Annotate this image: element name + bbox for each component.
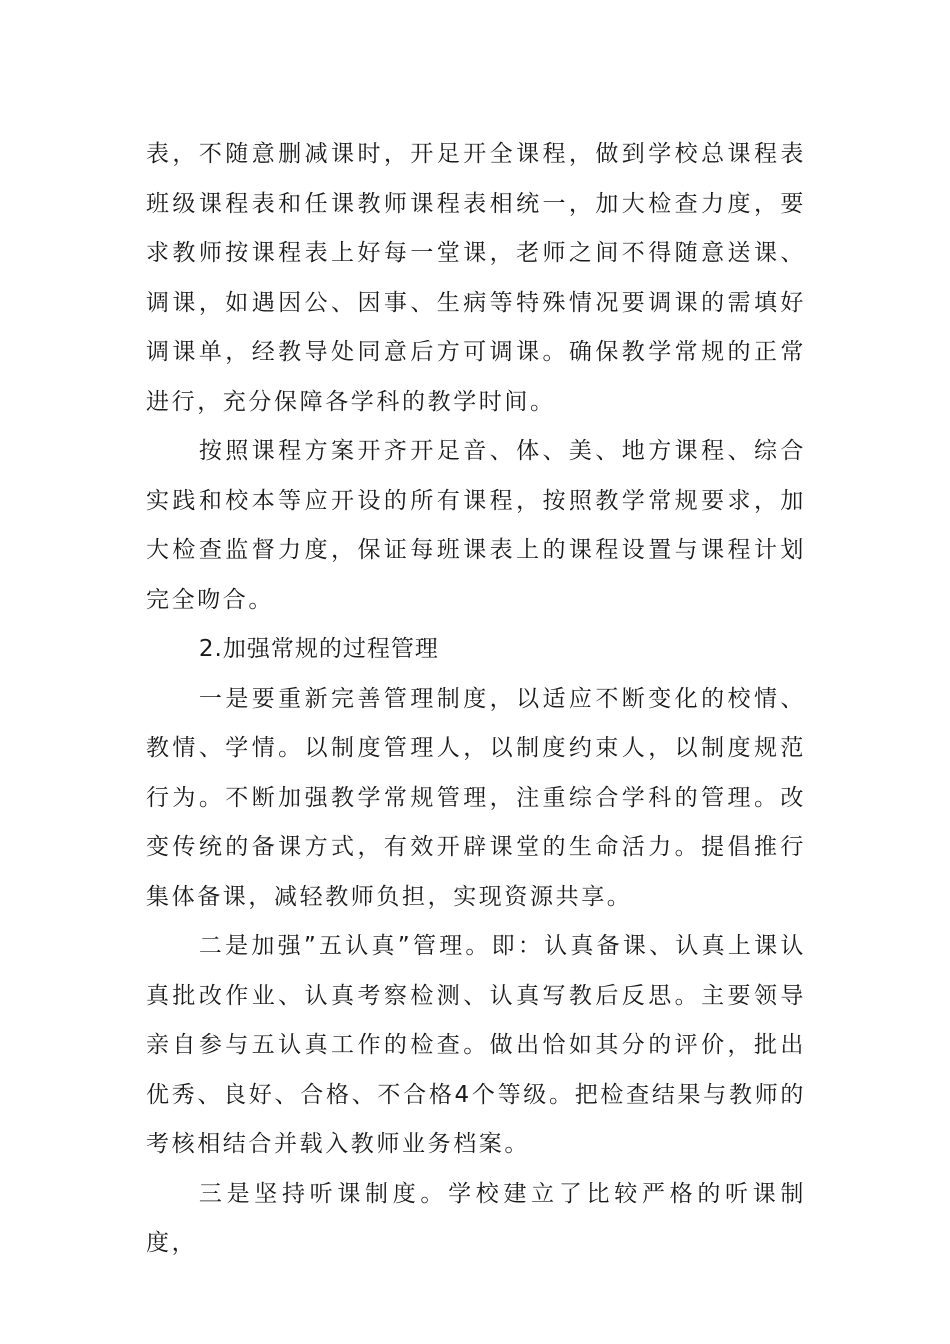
- paragraph-course-offering: 按照课程方案开齐开足音、体、美、地方课程、综合实践和校本等应开设的所有课程，按照教学常规要求，加大检查监督力度，保证每班课表上的课程设置与课程计划完全吻合。: [146, 438, 806, 613]
- section-heading-process-management: 2.加强常规的过程管理: [198, 636, 439, 662]
- paragraph-five-diligence: 二是加强”五认真”管理。即：认真备课、认真上课认真批改作业、认真考察检测、认真写教后反思。主要领导亲自参与五认真工作的检查。做出恰如其分的评价，批出优秀、良好、合格、不合格4个等级。把检查结果与教师的考核相结合并载入教师业务档案。: [146, 933, 806, 1157]
- document-body: [146, 130, 806, 1269]
- paragraph-management-system: 一是要重新完善管理制度，以适应不断变化的校情、教情、学情。以制度管理人，以制度约束人，以制度规范行为。不断加强教学常规管理，注重综合学科的管理。改变传统的备课方式，有效开辟课堂的生命活力。提倡推行集体备课，减轻教师负担，实现资源共享。: [146, 685, 806, 910]
- paragraph-schedule-continuation: 表，不随意删减课时，开足开全课程，做到学校总课程表班级课程表和任课教师课程表相统一，加大检查力度，要求教师按课程表上好每一堂课，老师之间不得随意送课、调课，如遇因公、因事、生病等特殊情况要调课的需填好调课单，经教导处同意后方可调课。确保教学常规的正常进行，充分保障各学科的教学时间。: [146, 141, 806, 415]
- paragraph-lesson-observation: 三是坚持听课制度。学校建立了比较严格的听课制度，: [146, 1180, 806, 1256]
